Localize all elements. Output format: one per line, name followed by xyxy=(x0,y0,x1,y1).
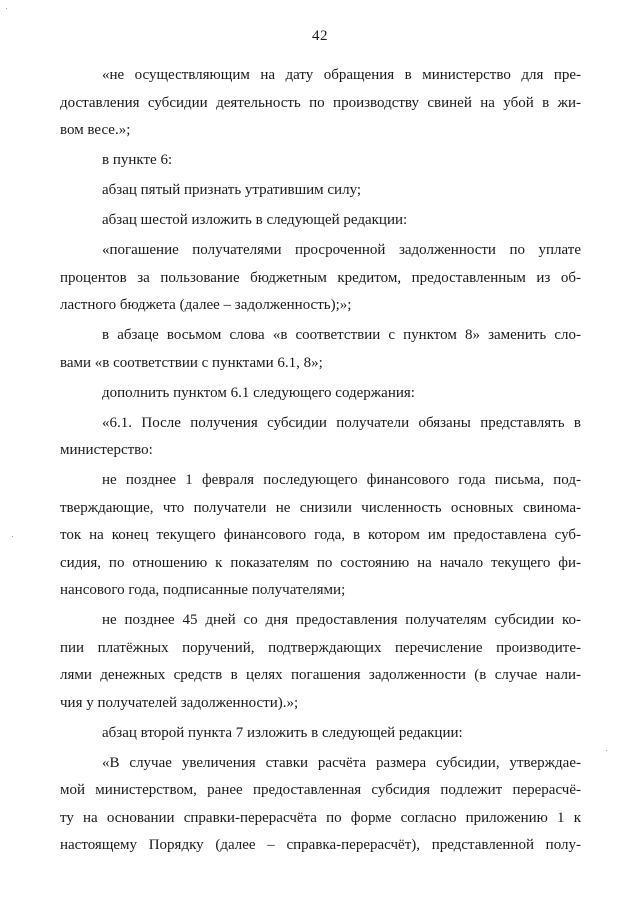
text-line: вами «в соответствии с пунктами 6.1, 8»; xyxy=(60,354,323,371)
text-line: «6.1. После получения субсидии получатели обязаны представлять в xyxy=(102,414,581,431)
text-line: тверждающие, что получатели не снизили численность основных свинома- xyxy=(60,499,581,516)
text-line: чия у получателей задолженности).»; xyxy=(60,694,299,711)
text-line: ту на основании справки-перерасчёта по форме согласно приложению 1 к xyxy=(60,809,581,826)
text-line: процентов за пользование бюджетным кредитом, предоставленным из об- xyxy=(60,269,581,286)
text-line: абзац второй пункта 7 изложить в следующей редакции: xyxy=(102,724,463,741)
document-body xyxy=(60,62,581,860)
text-line: в пункте 6: xyxy=(102,152,173,168)
page-number: 42 xyxy=(312,28,328,44)
scan-speck xyxy=(12,536,13,537)
text-line: абзац пятый признать утратившим силу; xyxy=(102,182,362,198)
text-line: настоящему Порядку (далее – справка-перерасчёт), представленной полу- xyxy=(60,837,581,853)
text-line: абзац шестой изложить в следующей редакции: xyxy=(102,212,408,228)
scan-speck xyxy=(6,8,7,9)
text-line: «погашение получателями просроченной задолженности по уплате xyxy=(102,242,581,258)
text-line: сидия, по отношению к показателям по состоянию на начало текущего фи- xyxy=(60,554,581,571)
scan-speck xyxy=(606,750,607,751)
text-line: мой министерством, ранее предоставленная субсидия подлежит перерасчё- xyxy=(60,782,581,798)
text-line: ток на конец текущего финансового года, в котором им предоставлена суб- xyxy=(60,527,581,543)
text-line: доставления субсидии деятельность по производству свиней на убой в жи- xyxy=(60,94,581,111)
text-line: министерство: xyxy=(60,442,153,458)
text-line: «В случае увеличения ставки расчёта размера субсидии, утверждае- xyxy=(102,754,581,771)
text-line: пии платёжных поручений, подтверждающих перечисление производите- xyxy=(60,639,581,656)
text-line: нансового года, подписанные получателями; xyxy=(60,582,346,598)
text-line: дополнить пунктом 6.1 следующего содержания: xyxy=(102,384,415,401)
text-line: ластного бюджета (далее – задолженность);»; xyxy=(60,297,352,313)
text-line: не позднее 45 дней со дня предоставления получателям субсидии ко- xyxy=(102,612,581,628)
text-line: вом весе.»; xyxy=(60,122,131,138)
text-line: в абзаце восьмом слова «в соответствии с пунктом 8» заменить сло- xyxy=(102,327,581,343)
text-line: лями денежных средств в целях погашения задолженности (в случае нали- xyxy=(60,667,581,683)
text-line: «не осуществляющим на дату обращения в министерство для пре- xyxy=(102,67,581,83)
text-line: не позднее 1 февраля последующего финансового года письма, под- xyxy=(102,472,581,488)
